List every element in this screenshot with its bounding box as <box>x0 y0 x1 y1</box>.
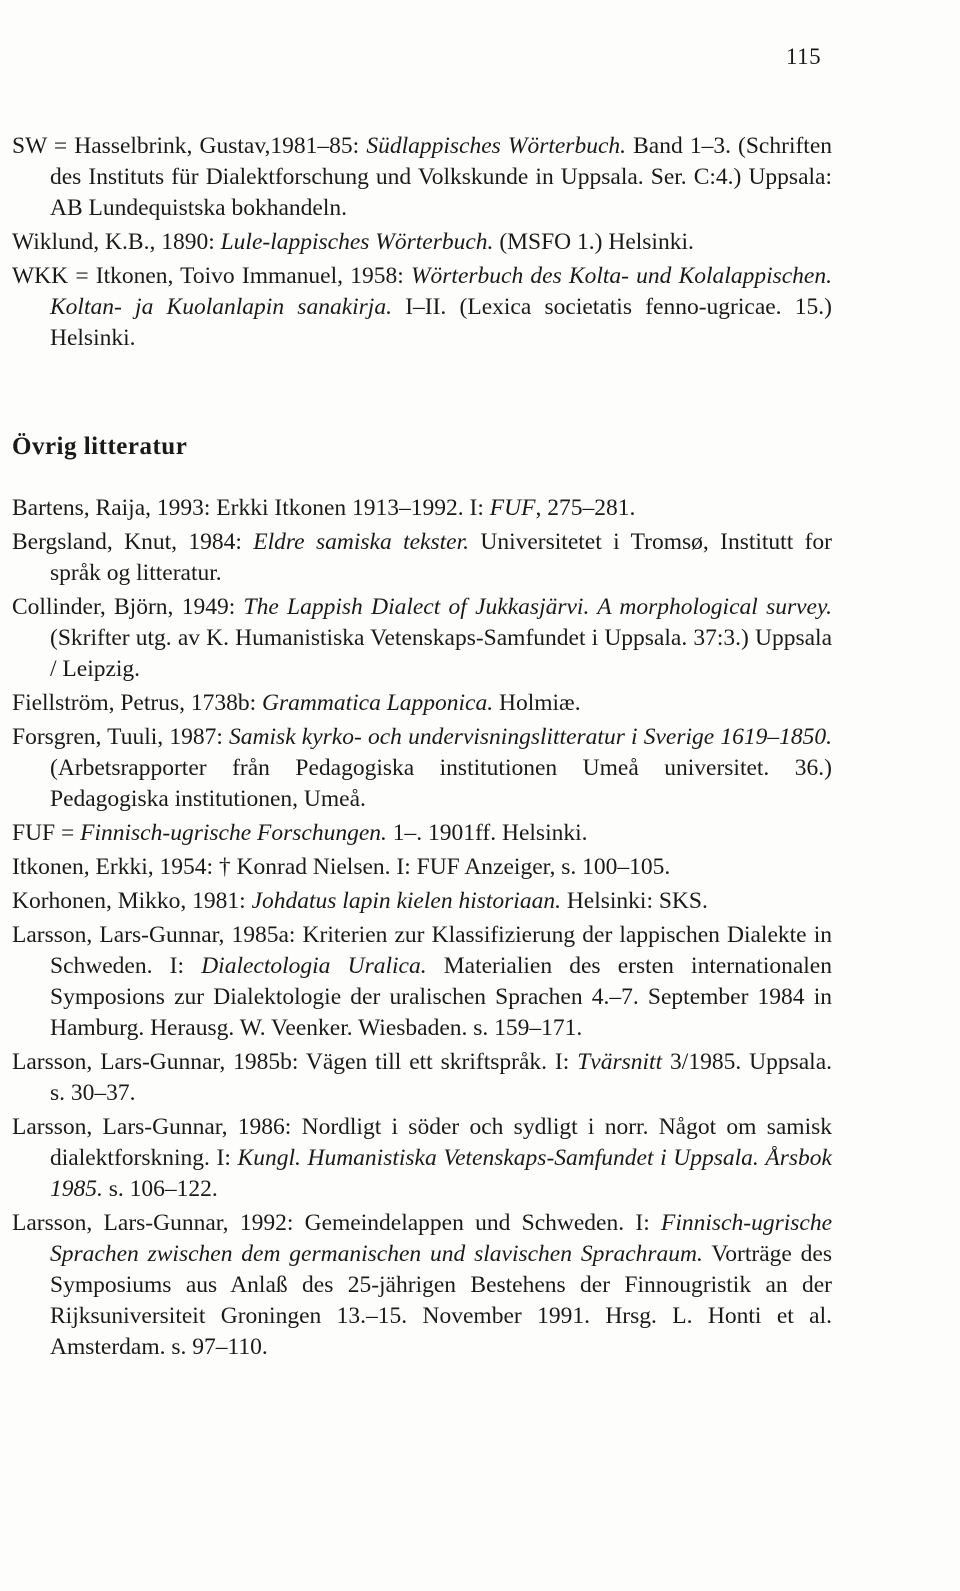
reference-text: Larsson, Lars-Gunnar, 1985a: Kriterien zur Klassifizierung der lappischen Dialekte in Schweden. I: <box>12 922 832 979</box>
reference-entry <box>12 1047 832 1109</box>
reference-text: Larsson, Lars-Gunnar, 1986: Nordligt i söder och sydligt i norr. Något om samisk dialektforskning. I: <box>12 1114 832 1171</box>
reference-entry <box>12 1208 832 1363</box>
reference-entry <box>12 852 832 883</box>
reference-entry <box>12 527 832 589</box>
reference-text: Wiklund, K.B., 1890: <box>12 229 221 255</box>
reference-entry <box>12 227 832 258</box>
reference-title: Südlappisches Wörterbuch. <box>366 133 627 159</box>
reference-text: s. 106–122. <box>102 1176 218 1202</box>
reference-text: Helsinki: SKS. <box>560 888 708 914</box>
reference-title: FUF <box>489 495 536 521</box>
reference-entry <box>12 886 832 917</box>
reference-text: Bergsland, Knut, 1984: <box>12 529 254 555</box>
reference-text: SW = Hasselbrink, Gustav,1981–85: <box>12 133 367 159</box>
reference-text: Fiellström, Petrus, 1738b: <box>12 690 263 716</box>
reference-text: 1–. 1901ff. Helsinki. <box>386 820 588 846</box>
reference-text: FUF = <box>12 820 81 846</box>
reference-title: Grammatica Lapponica. <box>262 690 494 716</box>
reference-entry <box>12 920 832 1044</box>
bibliography-list <box>12 493 832 1363</box>
reference-title: Samisk kyrko- och undervisningslitteratur i Sverige 1619–1850. <box>229 724 832 750</box>
reference-text: Larsson, Lars-Gunnar, 1992: Gemeindelappen und Schweden. I: <box>12 1210 661 1236</box>
reference-text: , 275–281. <box>535 495 636 521</box>
reference-text: Korhonen, Mikko, 1981: <box>12 888 252 914</box>
reference-text: Larsson, Lars-Gunnar, 1985b: Vägen till ett skriftspråk. I: <box>12 1049 578 1075</box>
reference-text: Band 1–3. (Schriften des Instituts für Dialektforschung und Volkskunde in Uppsala. Ser. C:4.) Uppsala: AB Lundequistska bokhandeln. <box>50 133 833 221</box>
reference-entry <box>12 722 832 815</box>
reference-text: (Arbetsrapporter från Pedagogiska institutionen Umeå universitet. 36.) Pedagogiska institutionen, Umeå. <box>50 755 832 812</box>
reference-title: Lule-lappisches Wörterbuch. <box>220 229 494 255</box>
reference-text: (MSFO 1.) Helsinki. <box>493 229 694 255</box>
reference-title: Dialectologia Uralica. <box>201 953 427 979</box>
reference-text: (Skrifter utg. av K. Humanistiska Vetenskaps-Samfundet i Uppsala. 37:3.) Uppsala / Leipzig. <box>50 625 832 682</box>
reference-text: Holmiæ. <box>493 690 581 716</box>
reference-title: The Lappish Dialect of Jukkasjärvi. A morphological survey. <box>243 594 832 620</box>
reference-title: Finnisch-ugrische Forschungen. <box>80 820 387 846</box>
page-number: 115 <box>786 44 822 69</box>
reference-entry <box>12 818 832 849</box>
reference-text: 3/1985. Uppsala. s. 30–37. <box>50 1049 832 1106</box>
reference-text: Universitetet i Tromsø, Institutt for språk og litteratur. <box>50 529 833 586</box>
reference-entry <box>12 493 832 524</box>
reference-title: Johdatus lapin kielen historiaan. <box>251 888 561 914</box>
reference-text: Bartens, Raija, 1993: Erkki Itkonen 1913–1992. I: <box>12 495 490 521</box>
reference-text: Materialien des ersten internationalen Symposions zur Dialektologie der uralischen Sprachen 4.–7. September 1984 in Hamburg. Herausg. W. Veenker. Wiesbaden. s. 159–171. <box>50 953 832 1041</box>
section-heading: Övrig litteratur <box>12 433 188 460</box>
reference-title: Tvärsnitt <box>577 1049 663 1075</box>
reference-title: Kungl. Humanistiska Vetenskaps-Samfundet i Uppsala. Årsbok 1985. <box>50 1145 832 1202</box>
reference-title: Wörterbuch des Kolta- und Kolalappischen. Koltan- ja Kuolanlapin sanakirja. <box>50 263 832 320</box>
reference-title: Finnisch-ugrische Sprachen zwischen dem germanischen und slavischen Sprachraum. <box>50 1210 832 1267</box>
reference-entry <box>12 261 832 354</box>
reference-entry <box>12 131 832 224</box>
reference-text: I–II. (Lexica societatis fenno-ugricae. 15.) Helsinki. <box>50 294 832 351</box>
reference-entry <box>12 592 832 685</box>
reference-text: Forsgren, Tuuli, 1987: <box>12 724 230 750</box>
reference-text: Itkonen, Erkki, 1954: † Konrad Nielsen. I: FUF Anzeiger, s. 100–105. <box>12 854 671 880</box>
reference-entry <box>12 688 832 719</box>
reference-title: Eldre samiska tekster. <box>253 529 469 555</box>
abbreviations-list <box>12 131 832 354</box>
reference-text: Collinder, Björn, 1949: <box>12 594 244 620</box>
reference-entry <box>12 1112 832 1205</box>
reference-text: WKK = Itkonen, Toivo Immanuel, 1958: <box>12 263 411 289</box>
reference-text: Vorträge des Symposiums aus Anlaß des 25-jährigen Bestehens der Finnougristik an der Rijksuniversiteit Groningen 13.–15. November 1991. Hrsg. L. Honti et al. Amsterdam. s. 97–110. <box>50 1241 832 1360</box>
